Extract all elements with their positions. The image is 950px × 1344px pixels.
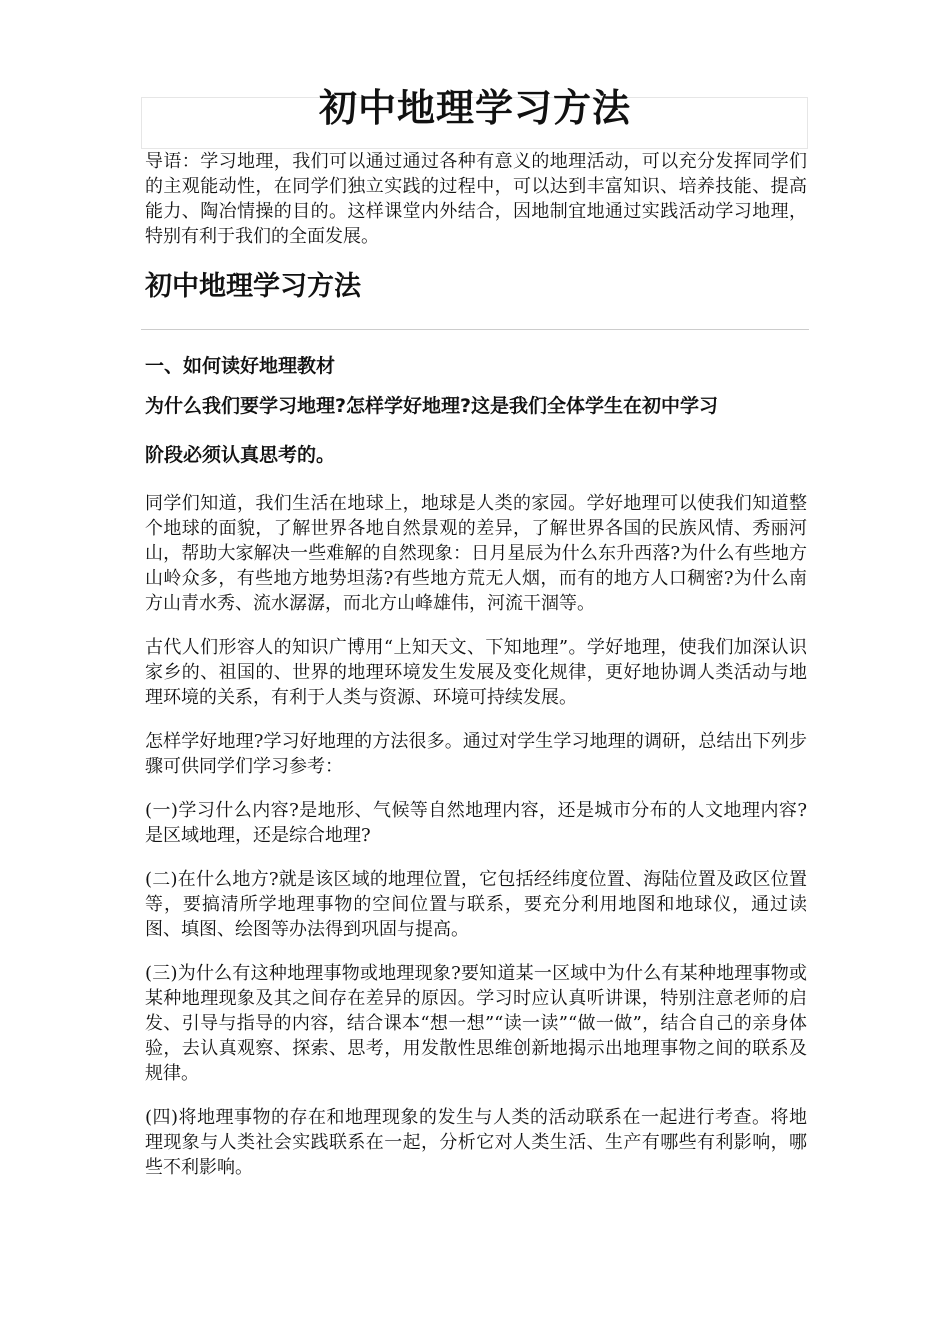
body-paragraph-4: (一)学习什么内容?是地形、气候等自然地理内容，还是城市分布的人文地理内容?是区域地理，还是综合地理? bbox=[145, 800, 807, 846]
question-line-1: 为什么我们要学习地理?怎样学好地理?这是我们全体学生在初中学习 bbox=[145, 395, 719, 417]
section-divider bbox=[141, 329, 809, 330]
body-paragraph-6: (三)为什么有这种地理事物或地理现象?要知道某一区域中为什么有某种地理事物或某种地理现象及其之间存在差异的原因。学习时应认真听讲课，特别注意老师的启发、引导与指导的内容，结合课本“想一想”“读一读”“做一做”，结合自己的亲身体验，去认真观察、探索、思考，用发散性思维创新地揭示出地理事物之间的联系及规律。 bbox=[145, 963, 807, 1084]
intro-section bbox=[145, 146, 807, 305]
lead-paragraph: 导语：学习地理，我们可以通过通过各种有意义的地理活动，可以充分发挥同学们的主观能动性，在同学们独立实践的过程中，可以达到丰富知识、培养技能、提高能力、陶冶情操的目的。这样课堂内外结合，因地制宜地通过实践活动学习地理，特别有利于我们的全面发展。 bbox=[145, 151, 807, 247]
body-paragraph-5: (二)在什么地方?就是该区域的地理位置，它包括经纬度位置、海陆位置及政区位置等，要搞清所学地理事物的空间位置与联系，要充分利用地图和地球仪，通过读图、填图、绘图等办法得到巩固与提高。 bbox=[145, 869, 807, 940]
body-paragraph-7: (四)将地理事物的存在和地理现象的发生与人类的活动联系在一起进行考查。将地理现象与人类社会实践联系在一起，分析它对人类生活、生产有哪些有利影响，哪些不利影响。 bbox=[145, 1107, 807, 1178]
subheading: 一、如何读好地理教材 bbox=[145, 355, 336, 377]
body-paragraph-3: 怎样学好地理?学习好地理的方法很多。通过对学生学习地理的调研，总结出下列步骤可供同学们学习参考： bbox=[145, 731, 807, 777]
question-line-2: 阶段必须认真思考的。 bbox=[145, 444, 336, 466]
body-paragraph-2: 古代人们形容人的知识广博用“上知天文、下知地理”。学好地理，使我们加深认识家乡的、祖国的、世界的地理环境发生发展及变化规律，更好地协调人类活动与地理环境的关系，有利于人类与资源、环境可持续发展。 bbox=[145, 637, 807, 708]
subheading-section bbox=[145, 352, 807, 481]
body-section bbox=[145, 491, 807, 1199]
body-paragraph-1: 同学们知道，我们生活在地球上，地球是人类的家园。学好地理可以使我们知道整个地球的面貌，了解世界各地自然景观的差异，了解世界各国的民族风情、秀丽河山，帮助大家解决一些难解的自然现象：日月星辰为什么东升西落?为什么有些地方山岭众多，有些地方地势坦荡?有些地方荒无人烟，而有的地方人口稠密?为什么南方山青水秀、流水潺潺，而北方山峰雄伟，河流干涸等。 bbox=[145, 493, 807, 614]
document-title: 初中地理学习方法 bbox=[318, 85, 631, 130]
section-title: 初中地理学习方法 bbox=[145, 271, 361, 302]
